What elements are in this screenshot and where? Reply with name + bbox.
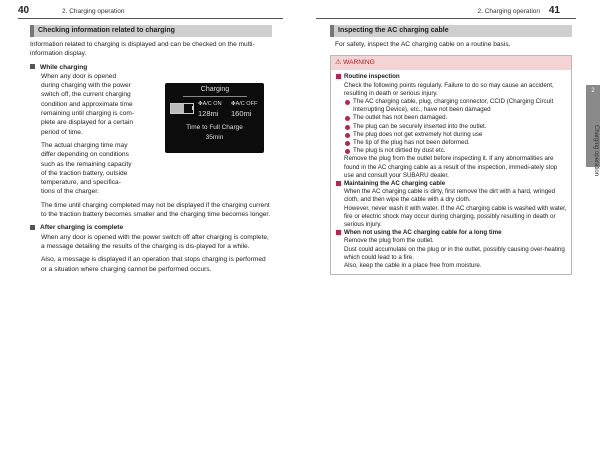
not-using-p1: Remove the plug from the outlet.: [344, 237, 434, 245]
maintaining-p2: However, never wash it with water. If the AC charging cable is washed with water, fire or electric shock may occur during charging, possibly resulting in death or serious injury.: [344, 204, 567, 228]
list-item: The plug does not get extremely hot during use: [344, 131, 567, 139]
maintaining-p1: When the AC charging cable is dirty, first remove the dirt with a hard, wringed cloth, and then wipe the cable with a dry cloth.: [344, 188, 556, 204]
square-bullet-icon: [30, 64, 35, 69]
time-to-full-value: 35min: [205, 134, 224, 141]
text-line: during charging with the power: [41, 82, 131, 90]
routine-after-text: Remove the plug from the outlet before inspecting it. If any abnormalities are found in the AC charging cable as a result of the inspection, immedi-ately stop use and consult your SUBARU dealer.: [344, 155, 558, 179]
text-line: condition and approximate time: [41, 100, 133, 108]
time-to-full-label: Time to Full Charge: [186, 124, 243, 131]
text-line: The actual charging time may: [41, 141, 128, 149]
left-header-rule: [18, 18, 283, 19]
routine-text: Check the following points regularly. Failure to do so may cause an accident, resulting in death or serious injury.: [344, 81, 554, 97]
chapter-tab-label: Charging operation: [593, 125, 599, 177]
after-charging-body: [30, 233, 272, 274]
text-line: When any door is opened: [41, 72, 117, 80]
text-line: tions of the charger.: [41, 188, 99, 196]
red-square-icon: [336, 230, 341, 235]
list-item: The plug can be securely inserted into the outlet.: [344, 123, 567, 131]
right-running-head: 2. Charging operation: [477, 8, 540, 15]
not-using-body: [336, 237, 567, 270]
routine-heading: Routine inspection: [336, 73, 567, 81]
bullet-dot-icon: [345, 149, 350, 154]
battery-terminal: [192, 106, 194, 110]
red-square-icon: [336, 74, 341, 79]
not-using-heading: When not using the AC charging cable for a long time: [336, 229, 567, 237]
red-square-icon: [336, 181, 341, 186]
warning-box: [330, 55, 572, 275]
maintaining-heading: Maintaining the AC charging cable: [336, 180, 567, 188]
text-line: plete are displayed for a certain: [41, 119, 134, 127]
list-item: The outlet has not been damaged.: [344, 114, 567, 122]
square-bullet-icon: [30, 225, 35, 230]
right-intro: For safety, inspect the AC charging cable on a routine basis.: [335, 41, 511, 48]
text-line: temperature, and specifica-: [41, 179, 121, 187]
not-using-p3: Also, keep the cable in a place free from moisture.: [344, 261, 482, 269]
battery-level-fill: [171, 104, 184, 113]
bullet-dot-icon: [345, 141, 350, 146]
warning-triangle-icon: ⚠: [335, 59, 342, 67]
right-page-number: 41: [548, 5, 560, 16]
text-line: remaining until charging is com-: [41, 110, 135, 118]
bullet-dot-icon: [345, 133, 350, 138]
left-section-title: Checking information related to charging: [30, 25, 272, 37]
ac-on-label: ✤A/C ON: [198, 101, 222, 107]
left-page-number: 40: [18, 5, 30, 16]
chapter-tab: 2: [586, 85, 600, 167]
right-section-title: Inspecting the AC charging cable: [330, 25, 572, 37]
right-header-rule: [316, 18, 576, 19]
display-title: Charging: [183, 86, 247, 97]
range-ac-on: 128mi: [198, 109, 219, 118]
text-line: switch off, the current charging: [41, 91, 131, 99]
bullet-dot-icon: [345, 125, 350, 130]
range-ac-off: 160mi: [231, 109, 252, 118]
text-line: such as the remaining capacity: [41, 160, 132, 168]
warning-body: [331, 70, 571, 274]
text-line: of the traction battery, outside: [41, 169, 128, 177]
list-item: The AC charging cable, plug, charging connector, CCID (Charging Circuit Interrupting Device), etc., have not been damaged: [344, 98, 567, 114]
maintaining-body: [336, 188, 567, 229]
warning-header: ⚠ WARNING: [331, 56, 571, 70]
routine-body: [336, 82, 567, 180]
after-charging-heading: After charging is complete: [30, 223, 272, 232]
ac-off-label: ✤A/C OFF: [231, 101, 258, 107]
after-charging-para1: When any door is opened with the power switch off after charging is complete, a message detailing the results of the charging is dis-played for a while.: [41, 233, 269, 250]
left-running-head: 2. Charging operation: [62, 8, 125, 15]
bullet-dot-icon: [345, 116, 350, 121]
while-charging-heading: While charging: [30, 63, 272, 72]
list-item: The plug is not dirtied by dust etc.: [344, 147, 567, 155]
multi-information-display: [165, 83, 264, 153]
text-line: differ depending on conditions: [41, 151, 129, 159]
left-intro: Information related to charging is displayed and can be checked on the multi-information display.: [30, 41, 255, 58]
text-line: period of time.: [41, 128, 83, 136]
right-column: [330, 25, 572, 275]
after-charging-para2: Also, a message is displayed if an operation that stops charging is performed or a situation where charging cannot be performed occurs.: [41, 256, 266, 273]
list-item: The tip of the plug has not been deformed.: [344, 139, 567, 147]
bullet-dot-icon: [345, 100, 350, 105]
battery-icon: [170, 103, 194, 114]
while-charging-para3: The time until charging completed may not be displayed if the charging current to the traction battery becomes smaller and the charging time becomes longer.: [41, 201, 271, 219]
not-using-p2: Dust could accumulate on the plug or in the outlet, possibly causing over-heating which could lead to a fire.: [344, 245, 565, 261]
